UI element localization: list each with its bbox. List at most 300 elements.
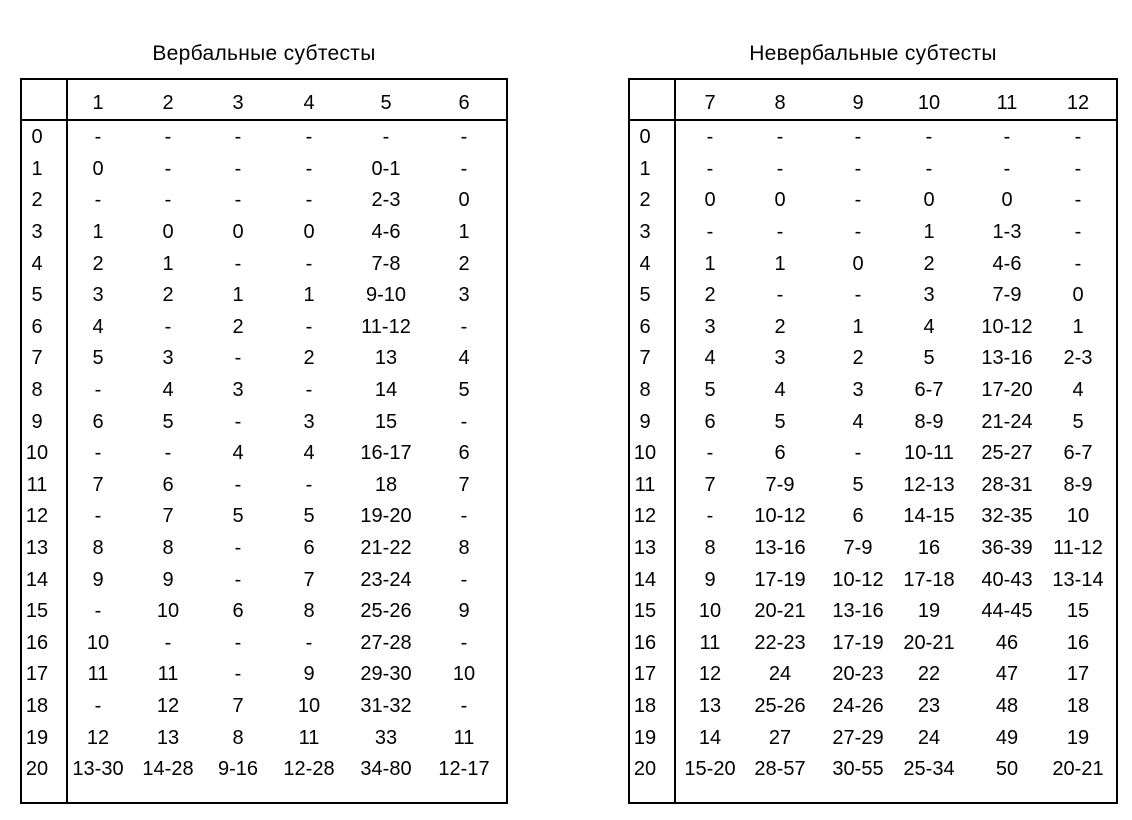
table-cell: 31-32 bbox=[360, 695, 412, 718]
table-cell: 13 bbox=[156, 726, 180, 749]
table-cell: - bbox=[164, 157, 172, 180]
table-cell: 1 bbox=[774, 252, 786, 275]
table-cell: - bbox=[305, 379, 313, 402]
row-label: 8 bbox=[31, 379, 43, 402]
table-cell: 1 bbox=[852, 315, 864, 338]
table-row bbox=[22, 564, 506, 596]
table-cell: 0 bbox=[704, 189, 716, 212]
row-label: 19 bbox=[633, 726, 657, 749]
table-cell: - bbox=[706, 126, 714, 149]
table-cell: 32-35 bbox=[981, 505, 1033, 528]
table-cell: 12 bbox=[86, 726, 110, 749]
table-cell: - bbox=[925, 157, 933, 180]
table-cell: - bbox=[1074, 189, 1082, 212]
table-cell: - bbox=[164, 126, 172, 149]
table-cell: 44-45 bbox=[981, 600, 1033, 623]
table-row bbox=[630, 217, 1116, 249]
table-cell: 0 bbox=[232, 221, 244, 244]
table-cell: - bbox=[234, 157, 242, 180]
table-cell: 1 bbox=[162, 252, 174, 275]
table-cell: 0 bbox=[1001, 189, 1013, 212]
table-cell: 9 bbox=[458, 600, 470, 623]
table-cell: 8 bbox=[458, 537, 470, 560]
table-cell: - bbox=[854, 126, 862, 149]
verbal-subtests-table bbox=[20, 78, 508, 804]
table-cell: 48 bbox=[995, 695, 1019, 718]
table-cell: - bbox=[305, 157, 313, 180]
table-cell: 5 bbox=[774, 410, 786, 433]
nonverbal-subtests-table bbox=[628, 78, 1118, 804]
table-cell: - bbox=[94, 126, 102, 149]
table-cell: 47 bbox=[995, 663, 1019, 686]
table-cell: 5 bbox=[162, 410, 174, 433]
table-row bbox=[630, 501, 1116, 533]
table-cell: 5 bbox=[923, 347, 935, 370]
table-cell: - bbox=[1003, 157, 1011, 180]
table-cell: - bbox=[776, 157, 784, 180]
table-cell: 4 bbox=[162, 379, 174, 402]
row-label: 13 bbox=[633, 537, 657, 560]
table-cell: 13-14 bbox=[1052, 568, 1104, 591]
table-row bbox=[22, 406, 506, 438]
table-cell: 9 bbox=[92, 568, 104, 591]
table-row bbox=[630, 754, 1116, 786]
table-cell: 3 bbox=[162, 347, 174, 370]
table-cell: 7 bbox=[704, 473, 716, 496]
row-label: 20 bbox=[25, 758, 49, 781]
row-label: 9 bbox=[639, 410, 651, 433]
row-label: 16 bbox=[633, 631, 657, 654]
row-label: 4 bbox=[639, 252, 651, 275]
table-cell: - bbox=[1003, 126, 1011, 149]
table-cell: - bbox=[94, 379, 102, 402]
table-cell: 8 bbox=[704, 537, 716, 560]
row-label: 18 bbox=[633, 695, 657, 718]
table-cell: 21-24 bbox=[981, 410, 1033, 433]
table-cell: 4 bbox=[774, 379, 786, 402]
table-cell: 19 bbox=[917, 600, 941, 623]
table-cell: 10-12 bbox=[981, 315, 1033, 338]
table-cell: 19-20 bbox=[360, 505, 412, 528]
table-cell: 4 bbox=[303, 442, 315, 465]
row-label: 16 bbox=[25, 631, 49, 654]
table-cell: 11-12 bbox=[1053, 537, 1103, 560]
table-cell: - bbox=[706, 221, 714, 244]
table-cell: 4 bbox=[852, 410, 864, 433]
table-cell: - bbox=[164, 315, 172, 338]
table-cell: 0 bbox=[92, 157, 104, 180]
row-label: 2 bbox=[31, 189, 43, 212]
table-cell: 2 bbox=[162, 284, 174, 307]
table-row bbox=[22, 470, 506, 502]
table-cell: - bbox=[1074, 221, 1082, 244]
row-label: 12 bbox=[633, 505, 657, 528]
table-cell: - bbox=[776, 221, 784, 244]
table-cell: 1 bbox=[704, 252, 716, 275]
row-label: 18 bbox=[25, 695, 49, 718]
column-header: 7 bbox=[704, 92, 716, 114]
table-cell: 6 bbox=[852, 505, 864, 528]
table-row bbox=[22, 501, 506, 533]
table-cell: - bbox=[1074, 126, 1082, 149]
table-cell: - bbox=[234, 663, 242, 686]
table-cell: 11 bbox=[453, 726, 475, 749]
table-row bbox=[630, 280, 1116, 312]
table-cell: 11 bbox=[157, 663, 179, 686]
table-cell: 1 bbox=[303, 284, 315, 307]
table-cell: - bbox=[706, 442, 714, 465]
table-cell: 13-30 bbox=[72, 758, 124, 781]
table-cell: 27 bbox=[768, 726, 792, 749]
row-label: 7 bbox=[31, 347, 43, 370]
table-row bbox=[22, 217, 506, 249]
table-cell: - bbox=[305, 252, 313, 275]
table-cell: 25-27 bbox=[981, 442, 1033, 465]
table-row bbox=[22, 312, 506, 344]
table-cell: - bbox=[94, 505, 102, 528]
table-cell: 7-8 bbox=[371, 252, 401, 275]
table-cell: 13-16 bbox=[754, 537, 806, 560]
table-cell: 7 bbox=[162, 505, 174, 528]
table-cell: - bbox=[706, 505, 714, 528]
table-row bbox=[630, 312, 1116, 344]
table-cell: 11 bbox=[298, 726, 320, 749]
table-cell: 2 bbox=[852, 347, 864, 370]
table-cell: 10-12 bbox=[754, 505, 806, 528]
table-cell: - bbox=[94, 189, 102, 212]
row-label: 7 bbox=[639, 347, 651, 370]
table-cell: - bbox=[234, 568, 242, 591]
table-cell: - bbox=[94, 600, 102, 623]
table-cell: 13 bbox=[698, 695, 722, 718]
table-cell: 15 bbox=[1066, 600, 1090, 623]
table-cell: 8 bbox=[92, 537, 104, 560]
row-label: 19 bbox=[25, 726, 49, 749]
table-cell: - bbox=[854, 221, 862, 244]
header-divider bbox=[22, 119, 506, 121]
table-cell: 17-19 bbox=[754, 568, 806, 591]
nonverbal-subtests-title: Невербальные субтесты bbox=[749, 42, 997, 65]
table-cell: 9-16 bbox=[217, 758, 259, 781]
table-cell: 10-11 bbox=[904, 442, 954, 465]
table-cell: 25-26 bbox=[360, 600, 412, 623]
table-cell: 7 bbox=[232, 695, 244, 718]
table-cell: 24-26 bbox=[832, 695, 884, 718]
table-row bbox=[630, 343, 1116, 375]
table-cell: 0 bbox=[162, 221, 174, 244]
table-cell: - bbox=[234, 410, 242, 433]
table-cell: 7 bbox=[92, 473, 104, 496]
row-label: 3 bbox=[31, 221, 43, 244]
table-cell: 4-6 bbox=[992, 252, 1022, 275]
table-row bbox=[22, 248, 506, 280]
row-label: 14 bbox=[633, 568, 657, 591]
table-cell: 27-29 bbox=[832, 726, 884, 749]
row-label: 6 bbox=[639, 315, 651, 338]
table-cell: 40-43 bbox=[981, 568, 1033, 591]
table-cell: 6 bbox=[162, 473, 174, 496]
table-cell: 12 bbox=[698, 663, 722, 686]
row-label: 1 bbox=[639, 157, 651, 180]
table-row bbox=[22, 122, 506, 154]
table-header-row bbox=[630, 80, 1116, 119]
table-row bbox=[630, 154, 1116, 186]
table-cell: 13-16 bbox=[981, 347, 1033, 370]
row-label: 13 bbox=[25, 537, 49, 560]
table-cell: 3 bbox=[303, 410, 315, 433]
table-cell: 25-34 bbox=[903, 758, 955, 781]
table-cell: 33 bbox=[374, 726, 398, 749]
table-cell: 14 bbox=[698, 726, 722, 749]
table-cell: 6-7 bbox=[914, 379, 944, 402]
row-label: 9 bbox=[31, 410, 43, 433]
table-row bbox=[630, 691, 1116, 723]
table-cell: 20-21 bbox=[1052, 758, 1104, 781]
table-cell: 17-20 bbox=[981, 379, 1033, 402]
row-label: 17 bbox=[25, 663, 49, 686]
table-cell: 5 bbox=[458, 379, 470, 402]
table-row bbox=[630, 722, 1116, 754]
table-cell: 6 bbox=[92, 410, 104, 433]
table-row bbox=[22, 438, 506, 470]
table-cell: - bbox=[460, 695, 468, 718]
table-cell: 3 bbox=[923, 284, 935, 307]
table-cell: 0 bbox=[303, 221, 315, 244]
table-cell: - bbox=[305, 631, 313, 654]
table-cell: 20-23 bbox=[832, 663, 884, 686]
table-cell: 6 bbox=[303, 537, 315, 560]
table-cell: - bbox=[94, 442, 102, 465]
table-cell: - bbox=[706, 157, 714, 180]
column-header: 2 bbox=[162, 92, 174, 114]
table-cell: - bbox=[234, 473, 242, 496]
table-cell: 3 bbox=[92, 284, 104, 307]
table-cell: 15-20 bbox=[684, 758, 736, 781]
table-cell: 21-22 bbox=[360, 537, 412, 560]
table-cell: 4 bbox=[1072, 379, 1084, 402]
table-cell: 4 bbox=[92, 315, 104, 338]
table-cell: - bbox=[460, 315, 468, 338]
column-header: 11 bbox=[996, 92, 1018, 114]
table-cell: 23-24 bbox=[360, 568, 412, 591]
table-cell: 5 bbox=[1072, 410, 1084, 433]
table-cell: 9-10 bbox=[365, 284, 407, 307]
table-cell: 5 bbox=[232, 505, 244, 528]
table-cell: 13 bbox=[374, 347, 398, 370]
table-cell: 10 bbox=[698, 600, 722, 623]
table-cell: 1-3 bbox=[992, 221, 1022, 244]
table-cell: 9 bbox=[162, 568, 174, 591]
row-label: 15 bbox=[633, 600, 657, 623]
row-label: 17 bbox=[633, 663, 657, 686]
table-cell: 28-57 bbox=[754, 758, 806, 781]
table-cell: 9 bbox=[303, 663, 315, 686]
table-cell: 5 bbox=[92, 347, 104, 370]
table-cell: 8-9 bbox=[914, 410, 944, 433]
table-cell: - bbox=[164, 442, 172, 465]
table-cell: 18 bbox=[374, 473, 398, 496]
table-cell: 22-23 bbox=[754, 631, 806, 654]
table-cell: 6 bbox=[704, 410, 716, 433]
table-row bbox=[630, 659, 1116, 691]
table-cell: - bbox=[94, 695, 102, 718]
table-cell: 14 bbox=[374, 379, 398, 402]
table-cell: 6 bbox=[774, 442, 786, 465]
table-cell: 9 bbox=[704, 568, 716, 591]
row-label: 10 bbox=[633, 442, 657, 465]
verbal-subtests-title: Вербальные субтесты bbox=[152, 42, 376, 65]
table-cell: 4 bbox=[704, 347, 716, 370]
table-cell: 8 bbox=[232, 726, 244, 749]
table-cell: - bbox=[234, 537, 242, 560]
table-cell: - bbox=[164, 631, 172, 654]
table-cell: 7-9 bbox=[765, 473, 795, 496]
table-cell: 2-3 bbox=[371, 189, 401, 212]
table-cell: 7-9 bbox=[992, 284, 1022, 307]
table-cell: 17 bbox=[1066, 663, 1090, 686]
row-label: 11 bbox=[26, 473, 48, 496]
table-cell: 1 bbox=[92, 221, 104, 244]
table-row bbox=[22, 280, 506, 312]
table-cell: 0 bbox=[774, 189, 786, 212]
table-cell: 10 bbox=[1066, 505, 1090, 528]
table-header-row bbox=[22, 80, 506, 119]
row-label: 0 bbox=[639, 126, 651, 149]
table-cell: - bbox=[460, 505, 468, 528]
column-header: 1 bbox=[92, 92, 104, 114]
table-cell: - bbox=[234, 631, 242, 654]
table-cell: 16-17 bbox=[360, 442, 412, 465]
table-cell: 22 bbox=[917, 663, 941, 686]
table-cell: 5 bbox=[852, 473, 864, 496]
table-row bbox=[630, 470, 1116, 502]
table-row bbox=[630, 122, 1116, 154]
table-cell: 3 bbox=[774, 347, 786, 370]
table-cell: 11 bbox=[87, 663, 109, 686]
table-row bbox=[22, 659, 506, 691]
row-label: 14 bbox=[25, 568, 49, 591]
table-cell: 4 bbox=[232, 442, 244, 465]
table-row bbox=[22, 722, 506, 754]
row-label: 15 bbox=[25, 600, 49, 623]
row-label: 8 bbox=[639, 379, 651, 402]
row-label: 6 bbox=[31, 315, 43, 338]
table-row bbox=[630, 628, 1116, 660]
table-cell: 7 bbox=[458, 473, 470, 496]
table-cell: 11 bbox=[699, 631, 721, 654]
table-cell: 20-21 bbox=[754, 600, 806, 623]
table-cell: 25-26 bbox=[754, 695, 806, 718]
column-header: 8 bbox=[774, 92, 786, 114]
table-cell: 2-3 bbox=[1063, 347, 1093, 370]
table-cell: 1 bbox=[232, 284, 244, 307]
table-cell: - bbox=[460, 157, 468, 180]
row-label: 3 bbox=[639, 221, 651, 244]
table-cell: - bbox=[164, 189, 172, 212]
row-label: 20 bbox=[633, 758, 657, 781]
table-cell: 2 bbox=[458, 252, 470, 275]
table-cell: 7-9 bbox=[843, 537, 873, 560]
table-cell: 5 bbox=[303, 505, 315, 528]
table-cell: 10 bbox=[452, 663, 476, 686]
table-cell: 30-55 bbox=[832, 758, 884, 781]
table-row bbox=[22, 533, 506, 565]
table-cell: - bbox=[460, 126, 468, 149]
row-label: 10 bbox=[25, 442, 49, 465]
table-cell: 13-16 bbox=[832, 600, 884, 623]
table-cell: - bbox=[234, 126, 242, 149]
table-row bbox=[630, 248, 1116, 280]
table-cell: 4-6 bbox=[371, 221, 401, 244]
table-cell: 14-28 bbox=[142, 758, 194, 781]
table-cell: - bbox=[460, 631, 468, 654]
row-label: 2 bbox=[639, 189, 651, 212]
row-label: 11 bbox=[634, 473, 656, 496]
table-cell: - bbox=[854, 157, 862, 180]
table-cell: 3 bbox=[852, 379, 864, 402]
table-cell: 16 bbox=[917, 537, 941, 560]
table-cell: 28-31 bbox=[981, 473, 1033, 496]
table-cell: 27-28 bbox=[360, 631, 412, 654]
table-cell: 3 bbox=[232, 379, 244, 402]
table-row bbox=[630, 406, 1116, 438]
table-cell: - bbox=[305, 189, 313, 212]
table-cell: 2 bbox=[774, 315, 786, 338]
table-cell: 8 bbox=[303, 600, 315, 623]
table-row bbox=[630, 564, 1116, 596]
table-cell: 10 bbox=[86, 631, 110, 654]
table-cell: 1 bbox=[458, 221, 470, 244]
column-header: 6 bbox=[458, 92, 470, 114]
table-cell: 18 bbox=[1066, 695, 1090, 718]
table-row bbox=[22, 628, 506, 660]
table-cell: 19 bbox=[1066, 726, 1090, 749]
table-cell: 4 bbox=[458, 347, 470, 370]
table-cell: 10 bbox=[297, 695, 321, 718]
row-label: 4 bbox=[31, 252, 43, 275]
column-header: 9 bbox=[852, 92, 864, 114]
table-cell: 0 bbox=[852, 252, 864, 275]
row-label: 5 bbox=[639, 284, 651, 307]
table-cell: 50 bbox=[995, 758, 1019, 781]
table-cell: 20-21 bbox=[903, 631, 955, 654]
table-row bbox=[22, 754, 506, 786]
table-cell: 8-9 bbox=[1063, 473, 1093, 496]
table-cell: 0 bbox=[1072, 284, 1084, 307]
table-cell: 0 bbox=[923, 189, 935, 212]
table-cell: 3 bbox=[704, 315, 716, 338]
row-label: 5 bbox=[31, 284, 43, 307]
table-cell: 12-13 bbox=[903, 473, 955, 496]
table-cell: 2 bbox=[232, 315, 244, 338]
table-row bbox=[22, 343, 506, 375]
table-cell: 6 bbox=[232, 600, 244, 623]
table-cell: 17-18 bbox=[903, 568, 955, 591]
table-cell: 6 bbox=[458, 442, 470, 465]
table-cell: 49 bbox=[995, 726, 1019, 749]
table-cell: - bbox=[460, 568, 468, 591]
table-cell: 10-12 bbox=[832, 568, 884, 591]
table-cell: 6-7 bbox=[1063, 442, 1093, 465]
table-cell: 10 bbox=[156, 600, 180, 623]
header-divider bbox=[630, 119, 1116, 121]
table-cell: 5 bbox=[704, 379, 716, 402]
table-cell: 14-15 bbox=[903, 505, 955, 528]
table-cell: 29-30 bbox=[360, 663, 412, 686]
table-cell: 36-39 bbox=[981, 537, 1033, 560]
table-row bbox=[22, 185, 506, 217]
table-cell: 46 bbox=[995, 631, 1019, 654]
